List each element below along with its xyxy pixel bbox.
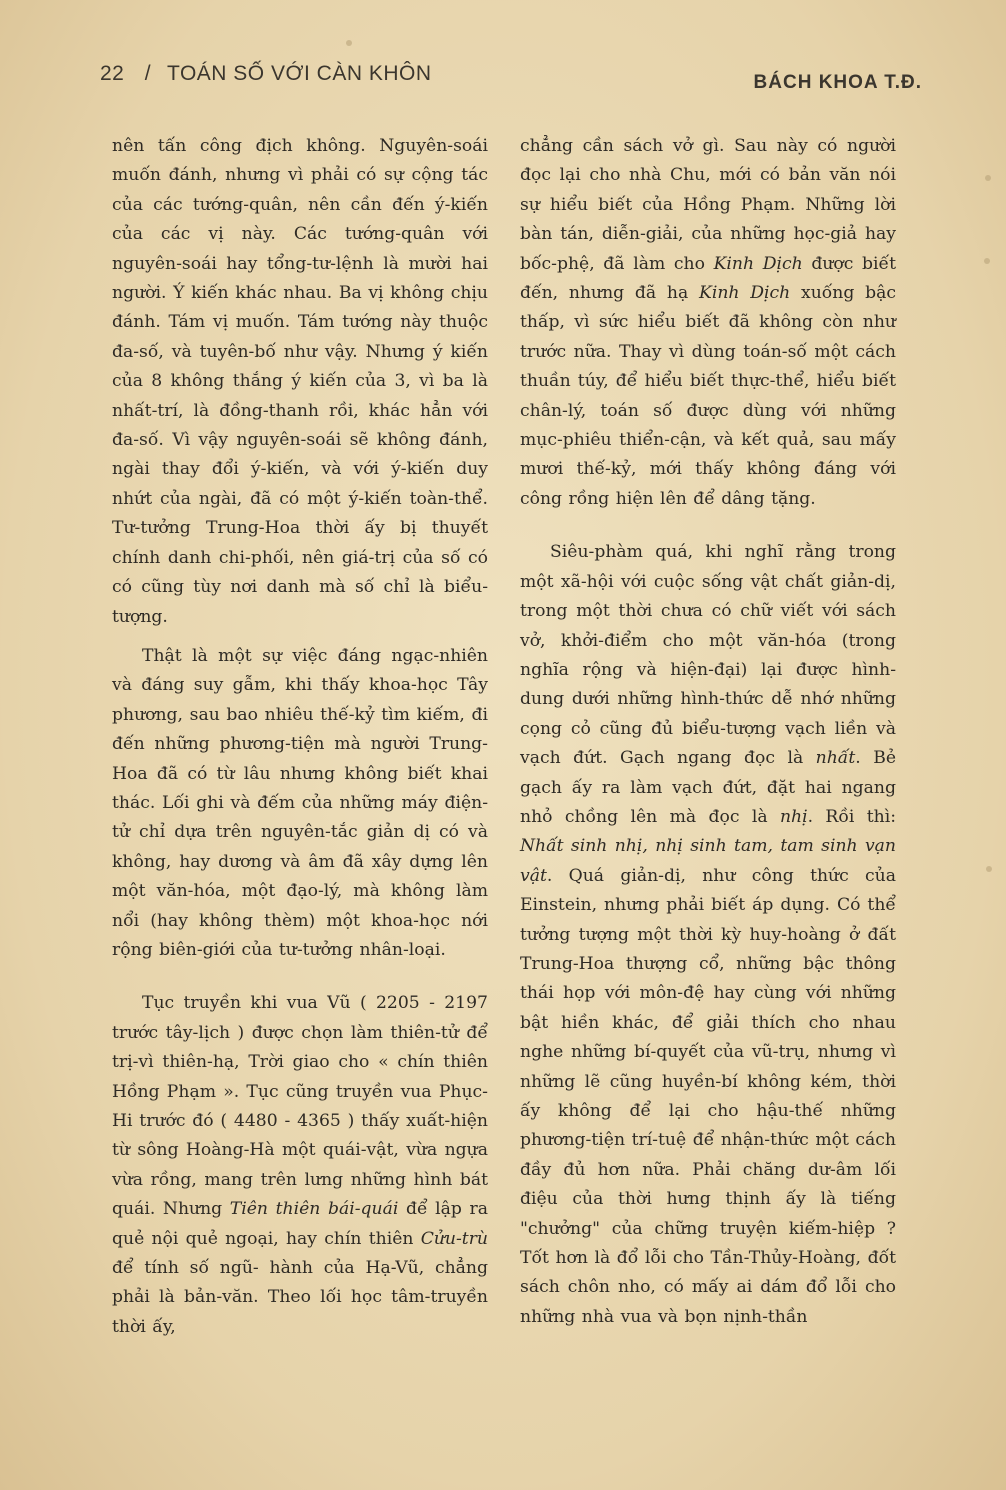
italic-term: Kinh Dịch (699, 283, 791, 304)
text-run: để lập ra quẻ nội quẻ ngoại, hay chín thiên (112, 1199, 488, 1249)
italic-term: Kinh Dịch (713, 253, 803, 274)
left-column (112, 132, 488, 1342)
publication-name: BÁCH KHOA T.Đ. (753, 72, 922, 93)
page-header (100, 62, 922, 98)
text-run: xuống bậc thấp, vì sức hiểu biết đã không còn như trước nữa. Thay vì dùng toán-số một cách thuần túy, để hiểu biết thực-thể, hiểu biết chân-lý, toán số được dùng với những mục-phiêu thiển-cận, và kết quả, sau mấy mươi thế-kỷ, mới thấy không đáng với công rồng hiện lên để dâng tặng. (520, 283, 896, 509)
italic-term: nhất (815, 748, 856, 769)
paper-speck (984, 258, 990, 264)
italic-term: Nhất sinh nhị, nhị sinh tam, tam sinh vạn vật (520, 836, 896, 886)
text-run: . Bẻ gạch ấy ra làm vạch đứt, đặt hai ngang nhỏ chồng lên mà đọc là (520, 748, 896, 827)
paper-speck (986, 866, 992, 872)
paper-speck (346, 40, 352, 46)
text-run: . Quá giản-dị, như công thức của Einstein, nhưng phải biết áp dụng. Có thể tưởng tượng một thời kỳ huy-hoàng ở đất Trung-Hoa thượng cổ, những bậc thông thái họp với môn-đệ hay cùng với những bật hiền khác, để giải thích cho nhau nghe những bí-quyết của vũ-trụ, nhưng vì những lẽ cũng huyền-bí không kém, thời ấy không để lại cho hậu-thế những phương-tiện trí-tuệ để nhận-thức một cách đầy đủ hơn nữa. Phải chăng dư-âm lối điệu của thời hưng thịnh ấy là tiếng "chưởng" của chững truyện kiếm-hiệp ? Tốt hơn là đổ lỗi cho Tần-Thủy-Hoàng, đốt sách chôn nho, có mấy ai dám đổ lỗi cho những nhà vua và bọn nịnh-thần (520, 865, 896, 1327)
italic-term: Tiên thiên bái-quái (229, 1199, 399, 1220)
text-run: Siêu-phàm quá, khi nghĩ rằng trong một xã-hội với cuộc sống vật chất giản-dị, trong một thời chưa có chữ viết với sách vở, khởi-điểm cho một văn-hóa (trong nghĩa rộng và hiện-đại) lại được hình-dung dưới những hình-thức dễ nhớ những cọng cỏ cũng đủ biểu-tượng vạch liền và vạch đứt. Gạch ngang đọc là (520, 542, 896, 769)
right-column (520, 132, 896, 1332)
text-run: chẳng cần sách vở gì. Sau này có người đọc lại cho nhà Chu, mới có bản văn nói sự hiểu biết của Hồng Phạm. Những lời bàn tán, diễn-giải, của những học-giả hay bốc-phệ, đã làm cho (520, 136, 896, 274)
right-paragraph-2 (520, 538, 896, 1332)
right-paragraph-1 (520, 132, 896, 514)
italic-term: Cửu-trù (420, 1228, 488, 1249)
header-separator: / (144, 62, 152, 85)
italic-term: nhị (779, 806, 808, 827)
left-paragraph-1: nên tấn công địch không. Nguyên-soái muốn đánh, nhưng vì phải có sự cộng tác của các tướng-quân, nên cần đến ý-kiến của các vị này. Các tướng-quân với nguyên-soái hay tổng-tư-lệnh là mười hai người. Ý kiến khác nhau. Ba vị không chịu đánh. Tám vị muốn. Tám tướng này thuộc đa-số, và tuyên-bố như vậy. Nhưng ý kiến của 8 không thắng ý kiến của 3, vì ba là nhất-trí, là đồng-thanh rồi, khác hẳn với đa-số. Vì vậy nguyên-soái sẽ không đánh, ngài thay đổi ý-kiến, và với ý-kiến duy nhứt của ngài, đã có một ý-kiến toàn-thể. Tư-tưởng Trung-Hoa thời ấy bị thuyết chính danh chi-phối, nên giá-trị của số có có cũng tùy nơi danh mà số chỉ là biểu-tượng. (112, 136, 488, 627)
text-run: được biết đến, nhưng đã hạ (520, 253, 896, 304)
paper-speck (985, 175, 991, 181)
text-run: Tục truyền khi vua Vũ ( 2205 - 2197 trước tây-lịch ) được chọn làm thiên-tử để trị-vì thiên-hạ, Trời giao cho « chín thiên Hồng Phạm ». Tục cũng truyền vua Phục-Hi trước đó ( 4480 - 4365 ) thấy xuất-hiện từ sông Hoàng-Hà một quái-vật, vừa ngựa vừa rồng, mang trên lưng những hình bát quái. Nhưng (112, 993, 488, 1220)
running-head-left (100, 62, 432, 86)
left-paragraph-2: Thật là một sự việc đáng ngạc-nhiên và đáng suy gẫm, khi thấy khoa-học Tây phương, sau bao nhiêu thế-kỷ tìm kiếm, đi đến những phương-tiện mà người Trung-Hoa đã có từ lâu nhưng không biết khai thác. Lối ghi và đếm của những máy điện-tử chỉ dựa trên nguyên-tắc giản dị có và không, hay dương và âm đã xây dựng lên một văn-hóa, một đạo-lý, mà không làm nổi (hay không thèm) một khoa-học nới rộng biên-giới của tư-tưởng nhân-loại. (112, 645, 488, 960)
section-title: TOÁN SỐ VỚI CÀN KHÔN (167, 62, 432, 85)
page-number: 22 (100, 62, 125, 85)
text-run: để tính số ngũ- hành của Hạ-Vũ, chẳng phải là bản-văn. Theo lối học tâm-truyền thời ấy, (112, 1258, 488, 1337)
text-run: . Rồi thì: (807, 806, 896, 827)
left-paragraph-3 (112, 989, 488, 1342)
